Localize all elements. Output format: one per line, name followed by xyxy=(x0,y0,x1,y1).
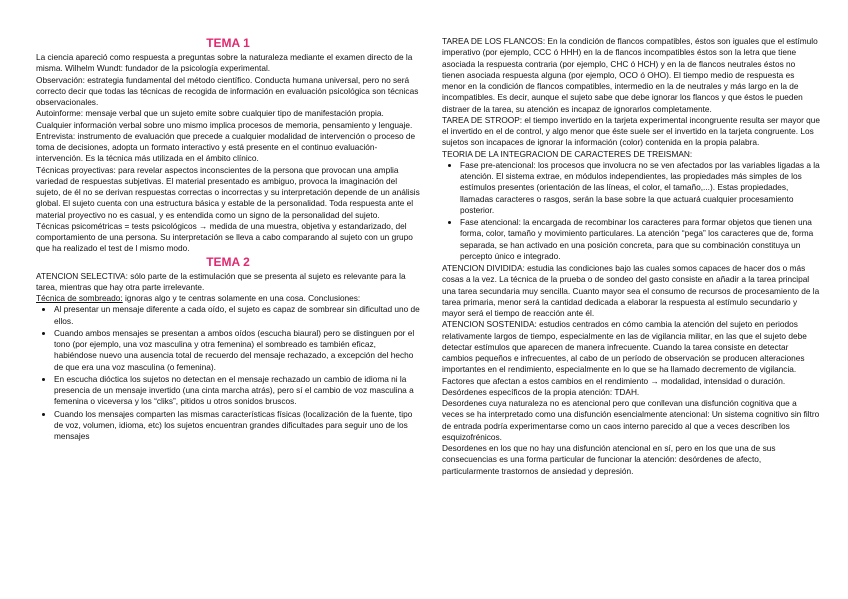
treisman-title: TEORIA DE LA INTEGRACION DE CARACTERES DE TREISMAN: xyxy=(442,148,693,159)
paragraph-atencion-sostenida xyxy=(442,319,820,387)
stroop-text: el tiempo invertido en la tarjeta experimental incongruente resulta ser mayor que el invertido en el de control, y algo menor que éste suele ser el invertido en la tarjeta congruente. Los sujetos son incapaces de ignorar la información (color) contenida en la propia palabra. xyxy=(442,114,821,148)
paragraph-atencion-dividida xyxy=(442,263,820,319)
paragraph-stroop xyxy=(442,115,820,149)
entrevista-label: Entrevista: xyxy=(36,130,76,141)
paragraph-autoinforme xyxy=(36,108,420,131)
psicometricas-text: = tests psicológicos → medida de una muestra, objetiva y estandarizado, del comportamiento de una persona. Su interpretación se lleva a cabo comparando al sujeto con un grupo que ha realizado el test de l mismo modo. xyxy=(36,220,413,254)
autoinforme-text: mensaje verbal que un sujeto emite sobre cualquier tipo de manifestación propia. Cualquier información verbal sobre uno mismo implica procesos de memoria, pensamiento y lenguaje. xyxy=(36,108,413,130)
flancos-text: En la condición de flancos compatibles, éstos son iguales que el estímulo imperativo (por ejemplo, CCC ó HHH) en la de flancos incompatibles éstos son la letra que tiene asociada la respuesta contraria (por ejemplo, CHC ó HCH) y en la de flancos neutrales éstos no tienen asociada respuesta alguna (por ejemplo, OCO ó OHO). El tiempo medio de respuesta es menor en la condición de flancos compatibles, intermedio en la de neutrales y más largo en la de incompatibles. Es decir, aunque el sujeto sabe que debe ignorar los flancos y que éstos le pueden distraer de la tarea, su atención es incapaz de ignorarlos completamente. xyxy=(442,36,818,114)
paragraph-final: Desordenes en los que no hay una disfunción atencional en sí, pero en los que una de sus consecuencias es una forma particular de funcionar la atención: desórdenes de afecto, particularmente trastornos de ansiedad y depresión. xyxy=(442,443,776,476)
paragraph-atencion-selectiva xyxy=(36,271,420,294)
proyectivas-text: para revelar aspectos inconscientes de la persona que provocan una amplia variedad de respuestas subjetivas. El material presentado es ambiguo, provoca la imaginación del sujeto, de él no se derivan respuestas correctas o incorrectas y su interpretación depende de un análisis global. El sujeto cuenta con una estructura básica y estable de la personalidad. Toda respuesta ante el material proyectivo no es casual, y es entendida como un signo de la personalidad del sujeto. xyxy=(36,164,420,220)
atencion-selectiva-label: ATENCION SELECTIVA: xyxy=(36,270,128,281)
paragraph-flancos xyxy=(442,36,820,115)
paragraph-observacion xyxy=(36,75,420,109)
list-item: • Cuando ambos mensajes se presentan a ambos oídos (escucha biaural) pero se distinguen por el tono (por ejemplo, una voz masculina y otra femenina) el sombreado es también eficaz, habiéndose nuevo una ausencia total de recuerdo del mensaje rechazado, a excepción del hecho de que era una voz masculina (o femenina). xyxy=(54,328,420,373)
autoinforme-label: Autoinforme: xyxy=(36,108,84,119)
paragraph-desordenes-especificos: Desórdenes específicos de la propia atención: TDAH. xyxy=(442,386,640,397)
dividida-label: ATENCION DIVIDIDA: xyxy=(442,263,525,273)
atencion-selectiva-text: sólo parte de la estimulación que se presenta al sujeto es relevante para la tarea, mientras que hay otra parte irrelevante. xyxy=(36,270,406,292)
paragraph-entrevista xyxy=(36,131,420,165)
right-column xyxy=(442,36,820,477)
observacion-label: Observación: xyxy=(36,74,85,85)
stroop-label: TAREA DE STROOP: xyxy=(442,114,523,125)
paragraph-proyectivas xyxy=(36,165,420,221)
entrevista-text: instrumento de evaluación que precede a cualquier modalidad de intervención o proceso de toma de decisiones, adopta un formato interactivo y está presente en el continuo evaluación- intervención. Es la técnica más utilizada en el ámbito clínico. xyxy=(36,130,416,164)
psicometricas-label: Técnicas psicométricas xyxy=(36,220,123,231)
sombreado-text: ignoras algo y te centras solamente en una cosa. Conclusiones: xyxy=(122,293,361,303)
sombreado-label: Técnica de sombreado: xyxy=(36,293,123,303)
observacion-text: estrategia fundamental del método científico. Conducta humana universal, pero no será correcto decir que todas las técnicas de recogida de información en evaluación psicológica son técnicas observacionales. xyxy=(36,74,419,107)
proyectivas-label: Técnicas proyectivas: xyxy=(36,164,116,175)
paragraph-ciencia: La ciencia apareció como respuesta a preguntas sobre la naturaleza mediante el examen directo de la misma. Wilhelm Wundt: fundador de la psicología experimental. xyxy=(36,52,413,74)
list-item: • En escucha dióctica los sujetos no detectan en el mensaje rechazado un cambio de idioma ni la presencia de un mensaje invertido (una cinta marcha atrás), pero sí el cambio de voz masculina a femenina o viceversa y los “cliks”, pitidos u otros sonidos bruscos. xyxy=(54,374,420,408)
list-item: • Al presentar un mensaje diferente a cada oído, el sujeto es capaz de sombrear sin dificultad uno de ellos. xyxy=(54,304,420,327)
paragraph-disfuncion: Desordenes cuya naturaleza no es atencional pero que conllevan una disfunción cognitiva que a veces se ha interpretado como una disfunción esencialmente atencional: Un sistema cognitivo sin filtro de entrada podría experimentarse como un caos interno parecido al que a veces describen los esquizofrénicos. xyxy=(442,398,820,442)
list-item: • Cuando los mensajes comparten las mismas características físicas (localización de la fuente, tipo de voz, volumen, idioma, etc) los sujetos encuentran grandes dificultades para seguir uno de los mensajes xyxy=(54,409,420,443)
list-item: • Fase pre-atencional: los procesos que involucra no se ven afectados por las variables ligadas a la atención. El sistema extrae, en módulos independientes, las propiedades más simples de los estímulos presentes (orientación de las líneas, el color, el tamaño,...). Estas propiedades, llamadas caracteres o rasgos, serán la base sobre la que actuará cualquier procesamiento posterior. xyxy=(460,160,820,216)
paragraph-psicometricas xyxy=(36,221,420,255)
flancos-label: TAREA DE LOS FLANCOS: xyxy=(442,36,546,46)
paragraph-sombreado xyxy=(36,293,420,304)
list-item: • Fase atencional: la encargada de recombinar los caracteres para formar objetos que tienen una forma, color, tamaño y movimiento particulares. La atención “pega” los caracteres que de, forma separada, se han activado en una posición concreta, para que su combinación constituya un percepto único e integrado. xyxy=(460,217,820,262)
treisman-phases-list xyxy=(442,160,820,262)
dividida-text: estudia las condiciones bajo las cuales somos capaces de hacer dos o más cosas a la vez. La técnica de la prueba o de sondeo del gasto consiste en añadir a la tarea principal una tarea secundaria muy sencilla. Cuanto mayor sea el consumo de recursos de procesamiento de la tarea primaria, menor será la cantidad dedicada a elaborar la respuesta al estímulo secundario y mayor será el tiempo de reacción ante él. xyxy=(442,263,820,318)
tema-1-heading: TEMA 1 xyxy=(206,36,250,50)
sombreado-conclusions-list xyxy=(36,304,420,442)
sostenida-label: ATENCION SOSTENIDA: xyxy=(442,319,537,330)
left-column xyxy=(36,36,420,443)
tema-2-heading: TEMA 2 xyxy=(206,254,250,269)
sostenida-text: estudios centrados en cómo cambia la atención del sujeto en periodos relativamente largos de tiempo, especialmente en las de vigilancia militar, en las que el sujeto debe detectar estímulos que aparecen de manera infrecuente. Cuando la tarea consiste en detectar cambios pequeños e infrecuentes, al cabo de un período de observación se producen alteraciones importantes en el rendimiento, especialmente en lo que se ha llamado decremento de vigilancia. Factores que afectan a estos cambios en el rendimiento → modalidad, intensidad o duración. xyxy=(442,319,807,386)
